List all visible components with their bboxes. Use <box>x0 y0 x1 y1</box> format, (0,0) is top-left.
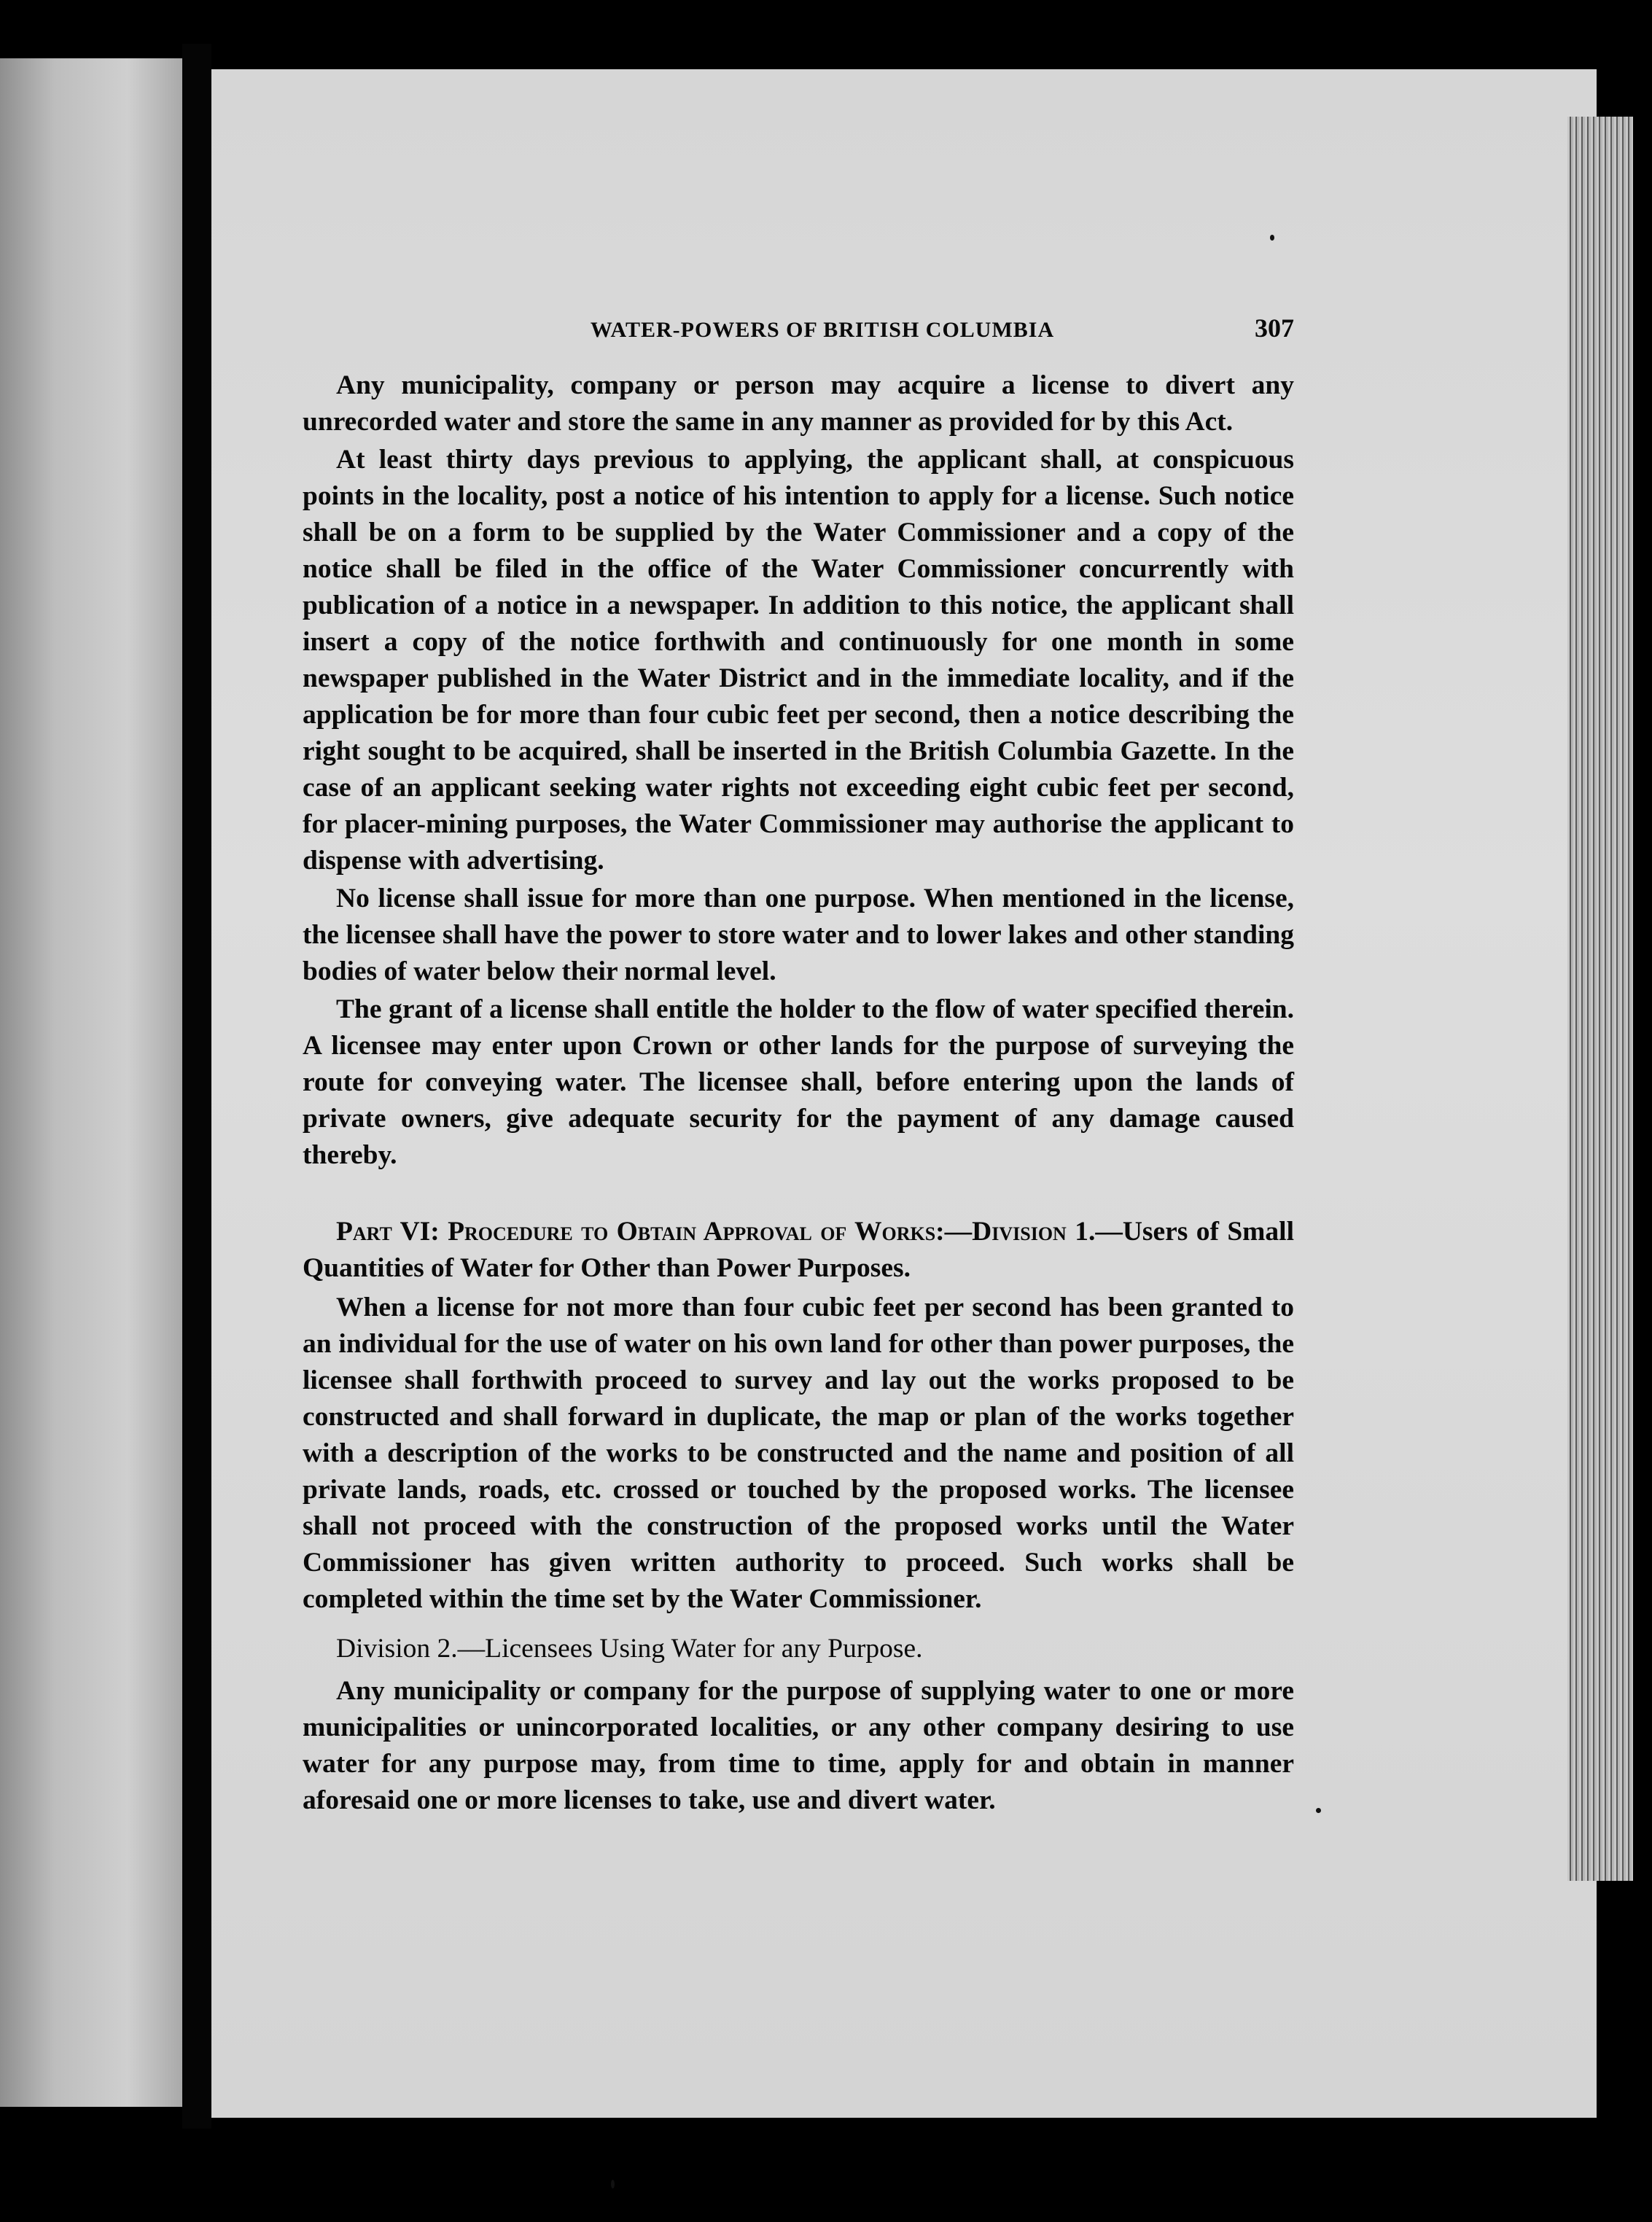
page-gutter <box>182 44 211 2129</box>
part-heading-subtitle: 1.—Users of Small Quantities of Water for Other than Power Purposes. <box>303 1217 1294 1283</box>
paragraph-division1: When a license for not more than four cubic feet per second has been granted to an individual for the use of water on his own land for other than power purposes, the licensee shall forthwith proceed to survey and lay out the works proposed to be constructed and shall forward in duplicate, the map or plan of the works together with a description of the works to be constructed and the name and position of all private lands, roads, etc. crossed or touched by the proposed works. The licensee shall not proceed with the construction of the proposed works until the Water Commissioner has given written authority to proceed. Such works shall be completed within the time set by the Water Commissioner. <box>303 1293 1294 1614</box>
page-header <box>303 310 1294 348</box>
dust-speck <box>611 2180 615 2188</box>
part-heading-title: Part VI: Procedure to Obtain Approval of Works:—Division <box>336 1217 1067 1247</box>
page-number: 307 <box>1255 313 1294 343</box>
paragraph-division2: Any municipality or company for the purpose of supplying water to one or more municipalities or unincorporated localities, or any other company desiring to use water for any purpose may, from time to time, apply for and obtain in manner aforesaid one or more licenses to take, use and divert water. <box>303 1676 1294 1815</box>
dust-speck <box>1316 1808 1321 1813</box>
page-edges <box>1567 117 1633 1881</box>
facing-page <box>0 58 182 2107</box>
dust-speck <box>1270 235 1274 241</box>
paragraph-notice: At least thirty days previous to applying, the applicant shall, at conspicuous points in the locality, post a notice of his intention to apply for a license. Such notice shall be on a form to be supplied by the Water Commissioner and a copy of the notice shall be filed in the office of the Water Commissioner concurrently with publication of a notice in a newspaper. In addition to this notice, the applicant shall insert a copy of the notice forthwith and continuously for one month in some newspaper published in the Water District and in the immediate locality, and if the application be for more than four cubic feet per second, then a notice describing the right sought to be acquired, shall be inserted in the British Columbia Gazette. In the case of an applicant seeking water rights not exceeding eight cubic feet per second, for placer-mining purposes, the Water Commissioner may authorise the applicant to dispense with advertising. <box>303 445 1294 876</box>
paragraph-grant: The grant of a license shall entitle the holder to the flow of water specified therein. A licensee may enter upon Crown or other lands for the purpose of surveying the route for conveying water. The licensee shall, before entering upon the lands of private owners, give adequate security for the payment of any damage caused thereby. <box>303 994 1294 1170</box>
running-title: WATER-POWERS OF BRITISH COLUMBIA <box>590 318 1055 342</box>
paragraph-acquire-license: Any municipality, company or person may acquire a license to divert any unrecorded water and store the same in any manner as provided for by this Act. <box>303 370 1294 437</box>
division2-heading: Division 2.—Licensees Using Water for any Purpose. <box>336 1634 923 1664</box>
paragraph-one-purpose: No license shall issue for more than one purpose. When mentioned in the license, the licensee shall have the power to store water and to lower lakes and other standing bodies of water below their normal level. <box>303 884 1294 986</box>
page-text <box>303 310 1294 1820</box>
part-heading <box>303 1214 1294 1287</box>
